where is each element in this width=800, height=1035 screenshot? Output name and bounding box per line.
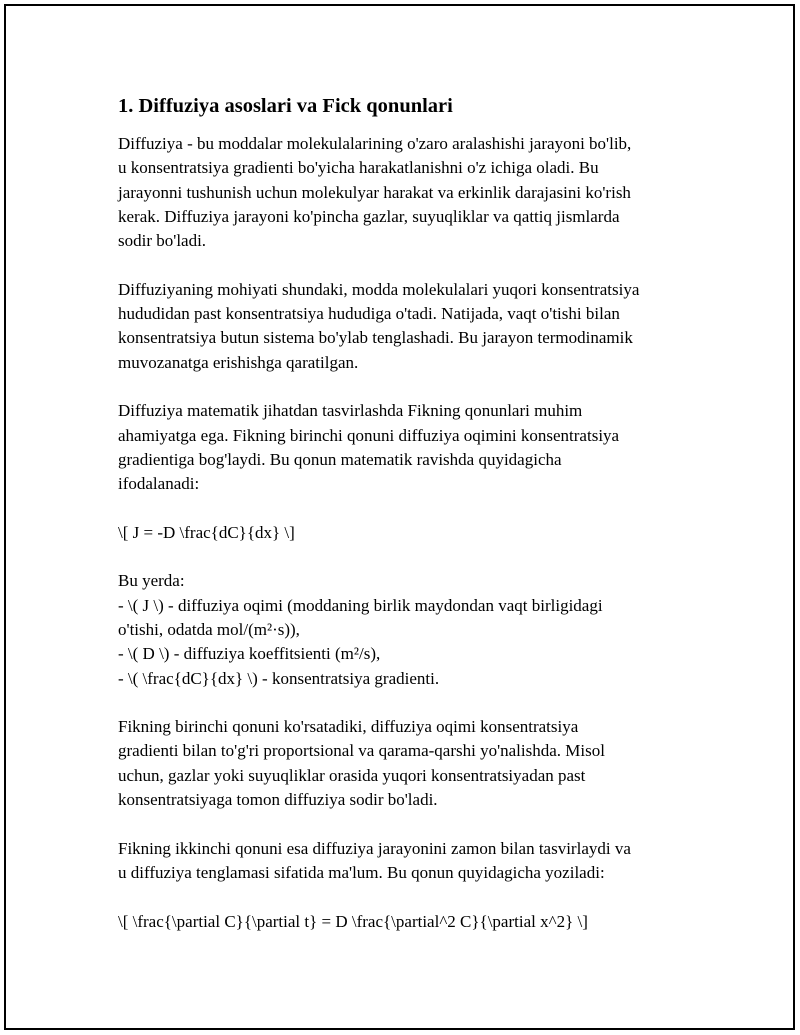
text-line: hududidan past konsentratsiya hududiga o'tadi. Natijada, vaqt o'tishi bilan (118, 304, 620, 324)
document-body (118, 92, 698, 934)
text-line: uchun, gazlar yoki suyuqliklar orasida yuqori konsentratsiyadan past (118, 765, 586, 785)
text-line: Fikning birinchi qonuni ko'rsatadiki, diffuziya oqimi konsentratsiya (118, 717, 579, 737)
section-heading: 1. Diffuziya asoslari va Fick qonunlari (118, 95, 453, 117)
text-line: o'tishi, odatda mol/(m²·s)), (118, 619, 300, 639)
text-line: \[ \frac{\partial C}{\partial t} = D \frac{\partial^2 C}{\partial x^2} \] (118, 911, 588, 931)
text-line: jarayonni tushunish uchun molekulyar harakat va erkinlik darajasini ko'rish (118, 182, 631, 202)
blank-line (118, 375, 698, 399)
text-line: ahamiyatga ega. Fikning birinchi qonuni diffuziya oqimini konsentratsiya (118, 425, 620, 445)
blank-line (118, 691, 698, 715)
text-line: Fikning ikkinchi qonuni esa diffuziya jarayonini zamon bilan tasvirlaydi va (118, 838, 631, 858)
text-line: - \( J \) - diffuziya oqimi (moddaning birlik maydondan vaqt birligidagi (118, 595, 603, 615)
blank-line (118, 545, 698, 569)
paragraph-lines (118, 132, 698, 934)
blank-line (118, 885, 698, 909)
text-line: - \( \frac{dC}{dx} \) - konsentratsiya gradienti. (118, 668, 440, 688)
text-line: - \( D \) - diffuziya koeffitsienti (m²/s), (118, 644, 381, 664)
blank-line (118, 253, 698, 277)
text-line: gradienti bilan to'g'ri proportsional va qarama-qarshi yo'nalishda. Misol (118, 741, 605, 761)
text-line: \[ J = -D \frac{dC}{dx} \] (118, 522, 295, 542)
blank-line (118, 496, 698, 520)
text-line: gradientiga bog'laydi. Bu qonun matematik ravishda quyidagicha (118, 449, 562, 469)
text-line: Bu yerda: (118, 571, 185, 591)
text-line: Diffuziyaning mohiyati shundaki, modda molekulalari yuqori konsentratsiya (118, 279, 640, 299)
text-line: sodir bo'ladi. (118, 231, 207, 251)
text-line: kerak. Diffuziya jarayoni ko'pincha gazlar, suyuqliklar va qattiq jismlarda (118, 206, 620, 226)
blank-line (118, 812, 698, 836)
text-line: muvozanatga erishishga qaratilgan. (118, 352, 359, 372)
text-line: Diffuziya matematik jihatdan tasvirlashda Fikning qonunlari muhim (118, 401, 583, 421)
text-line: u diffuziya tenglamasi sifatida ma'lum. Bu qonun quyidagicha yoziladi: (118, 862, 605, 882)
text-line: konsentratsiya butun sistema bo'ylab tenglashadi. Bu jarayon termodinamik (118, 328, 633, 348)
text-line: u konsentratsiya gradienti bo'yicha harakatlanishni o'z ichiga oladi. Bu (118, 158, 599, 178)
text-line: Diffuziya - bu moddalar molekulalarining o'zaro aralashishi jarayoni bo'lib, (118, 134, 632, 153)
text-line: ifodalanadi: (118, 474, 200, 494)
text-line: konsentratsiyaga tomon diffuziya sodir bo'ladi. (118, 790, 438, 810)
